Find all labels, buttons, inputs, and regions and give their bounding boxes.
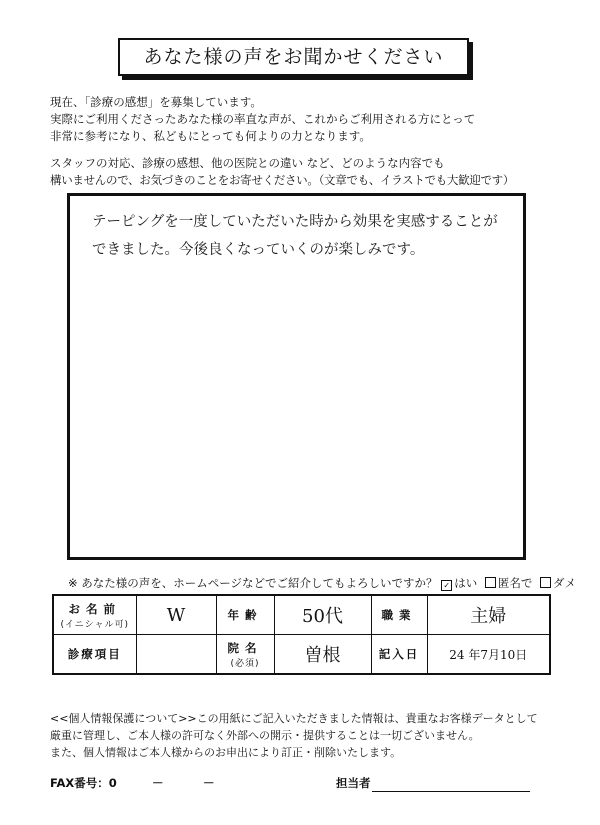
age-label: 年齢 <box>227 608 263 622</box>
option-yes-label: はい <box>454 576 478 590</box>
checkbox-anonymous[interactable] <box>485 577 496 588</box>
age-label-cell <box>216 595 274 635</box>
comment-line-2: できました。今後良くなっていくのが楽しみです。 <box>92 242 425 258</box>
fax-label: FAX番号：0 <box>50 776 117 790</box>
clinic-label-cell <box>216 635 274 675</box>
intro-line: スタッフの対応、診療の感想、他の医院との違い など、どのような内容でも <box>50 156 445 170</box>
job-field[interactable] <box>427 595 550 635</box>
intro-line: 非常に参考になり、私どもにとっても何よりの力となります。 <box>50 129 371 143</box>
clinic-field[interactable] <box>274 635 371 675</box>
checkbox-yes[interactable]: ✓ <box>441 580 452 591</box>
treatment-label: 診療項目 <box>67 647 122 661</box>
name-label-cell <box>53 595 136 635</box>
privacy-line: また、個人情報はご本人様からのお申出により訂正・削除いたします。 <box>50 746 402 759</box>
treatment-label-cell <box>53 635 136 675</box>
page-title: あなた様の声をお聞かせください <box>118 38 469 76</box>
date-field[interactable] <box>427 635 550 675</box>
publish-consent <box>68 575 576 591</box>
name-field[interactable] <box>136 595 216 635</box>
option-no-label: ダメ <box>553 576 577 590</box>
age-value: 50代 <box>302 606 343 627</box>
option-anonymous-label: 匿名で <box>497 576 533 590</box>
comment-box[interactable] <box>67 193 526 560</box>
consent-question: ※ あなた様の声を、ホームページなどでご紹介してもよろしいですか？ <box>68 576 438 590</box>
staff-label: 担当者 <box>336 776 371 790</box>
intro-line: 現在、「診療の感想」を募集しています。 <box>50 95 262 109</box>
date-value: 24 年7月10日 <box>449 647 528 662</box>
clinic-label: 院名 <box>227 640 263 655</box>
info-form <box>52 594 551 675</box>
fax-dash-1: － <box>152 776 164 790</box>
age-field[interactable] <box>274 595 371 635</box>
privacy-notice <box>50 710 570 761</box>
clinic-sub-label: (必須) <box>230 658 260 669</box>
name-sub-label: (イニシャル可) <box>60 619 129 630</box>
job-value: 主婦 <box>470 606 507 627</box>
name-value: W <box>166 604 186 626</box>
clinic-value: 曽根 <box>304 645 341 666</box>
privacy-line: 厳重に管理し、ご本人様の許可なく外部への開示・提供することは一切ございません。 <box>50 729 480 742</box>
intro-line: 構いませんので、お気づきのことをお寄せください。（文章でも、イラストでも大歓迎です） <box>50 173 515 187</box>
privacy-line: <<個人情報保護について>>この用紙にご記入いただきました情報は、貴重なお客様データとして <box>50 712 538 725</box>
fax-dash-2: － <box>203 776 215 790</box>
job-label: 職業 <box>381 608 417 622</box>
intro-text <box>50 94 570 189</box>
checkbox-no[interactable] <box>540 577 551 588</box>
comment-line-1: テーピングを一度していただいた時から効果を実感することが <box>92 214 498 230</box>
job-label-cell <box>371 595 427 635</box>
intro-line: 実際にご利用くださったあなた様の率直な声が、これからご利用される方にとって <box>50 112 476 126</box>
name-label: お名前 <box>68 601 121 616</box>
treatment-field[interactable] <box>136 635 216 675</box>
date-label-cell <box>371 635 427 675</box>
date-label: 記入日 <box>378 647 420 661</box>
staff-signature-line[interactable] <box>372 791 530 792</box>
